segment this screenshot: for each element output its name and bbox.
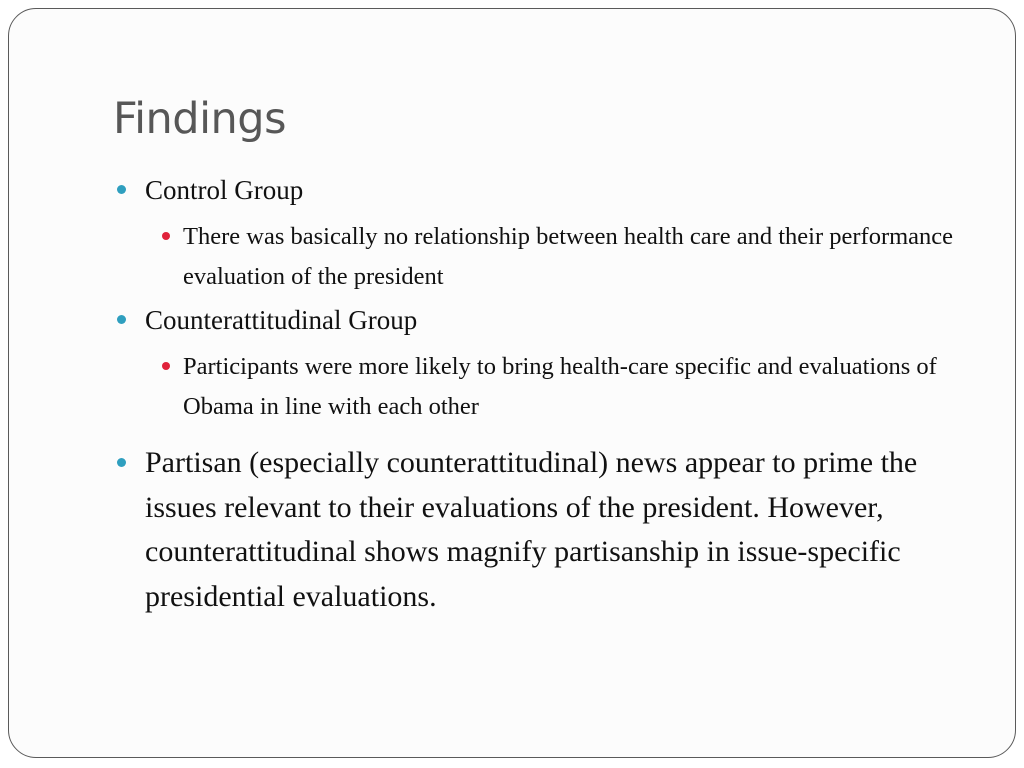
- bullet-text: Counterattitudinal Group: [145, 305, 418, 335]
- sub-bullet-control-group: [113, 217, 973, 297]
- slide-content: [113, 175, 973, 631]
- sub-bullet-text: Participants were more likely to bring health-care specific and evaluations of Obama in line with each other: [183, 353, 937, 420]
- slide-frame: [8, 8, 1016, 758]
- bullet-control-group: [113, 175, 973, 205]
- sub-bullet-dot-icon: [162, 362, 170, 370]
- bullet-partisan-news: [113, 441, 973, 619]
- sub-bullet-dot-icon: [162, 232, 170, 240]
- sub-bullet-text: There was basically no relationship between health care and their performance evaluation of the president: [183, 223, 954, 290]
- bullet-dot-icon: [117, 185, 126, 194]
- bullet-dot-icon: [117, 458, 126, 467]
- sub-bullet-counterattitudinal-group: [113, 347, 973, 427]
- bullet-dot-icon: [117, 315, 126, 324]
- slide-title: Findings: [113, 94, 286, 144]
- bullet-counterattitudinal-group: [113, 305, 973, 335]
- bullet-text: Control Group: [145, 175, 304, 205]
- bullet-text: Partisan (especially counterattitudinal) news appear to prime the issues relevant to their evaluations of the president. However, counterattitudinal shows magnify partisanship in issue-specific presidential evaluations.: [145, 446, 918, 613]
